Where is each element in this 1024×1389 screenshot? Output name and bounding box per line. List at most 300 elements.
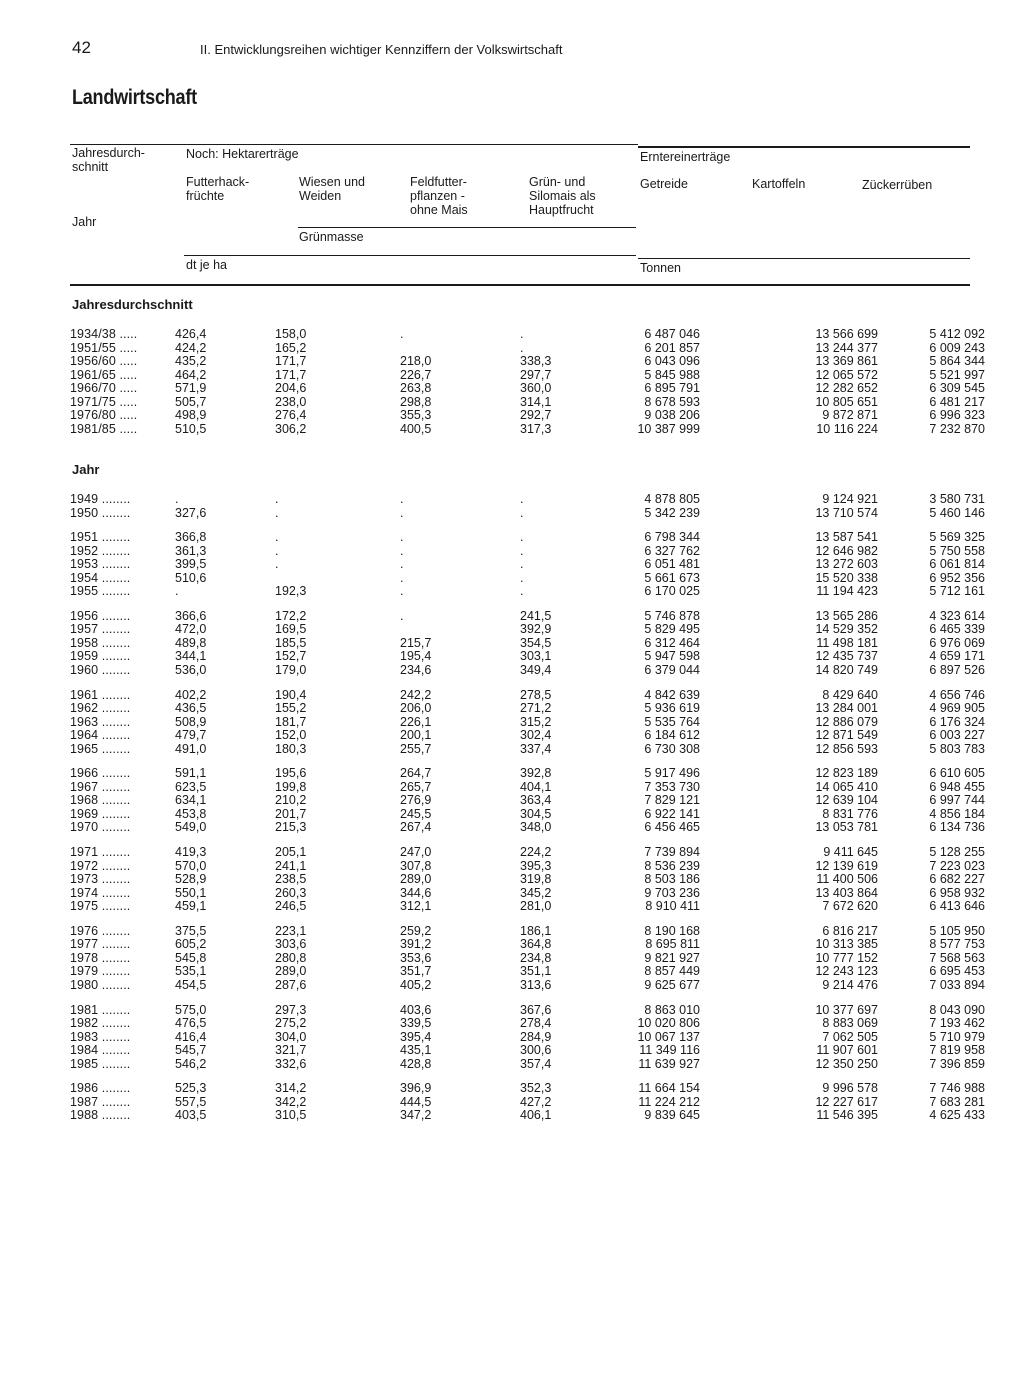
table-row: [60, 1016, 985, 1031]
cell-zuckerrueben: 5 460 146: [929, 505, 985, 520]
row-label: 1954 ........: [70, 571, 131, 585]
cell-gruen-silomais: 317,3: [520, 421, 552, 436]
cell-feldfutterpflanzen: 234,6: [400, 663, 432, 678]
cell-wiesen-weiden: 185,5: [275, 635, 307, 650]
cell-getreide: 8 863 010: [644, 1002, 700, 1017]
row-label: 1960 ........: [70, 664, 131, 678]
table-row: [60, 701, 985, 716]
cell-wiesen-weiden: 201,7: [275, 806, 307, 821]
cell-gruen-silomais: 395,3: [520, 858, 552, 873]
cell-futterhackfruechte: 570,0: [175, 858, 207, 873]
cell-zuckerrueben: 6 003 227: [929, 728, 985, 743]
cell-getreide: 7 353 730: [644, 779, 700, 794]
table-row: [60, 937, 985, 952]
row-label: 1966 ........: [70, 767, 131, 781]
cell-getreide: 8 695 811: [645, 937, 700, 952]
header-year-label: Jahr: [72, 215, 97, 229]
cell-kartoffeln: 13 244 377: [815, 340, 878, 355]
header-top-rule-right: [638, 146, 970, 148]
cell-feldfutterpflanzen: 264,7: [400, 766, 432, 781]
cell-futterhackfruechte: 623,5: [175, 779, 207, 794]
cell-futterhackfruechte: 476,5: [175, 1016, 207, 1031]
table-row: [60, 1081, 985, 1096]
table-row: [60, 530, 985, 545]
table-row: [60, 557, 985, 572]
cell-feldfutterpflanzen: 355,3: [400, 408, 432, 423]
cell-futterhackfruechte: 510,6: [175, 570, 207, 585]
cell-feldfutterpflanzen: .: [400, 570, 404, 585]
cell-futterhackfruechte: 550,1: [175, 885, 207, 900]
cell-getreide: 6 327 762: [644, 543, 700, 558]
durchschnitt-table: [60, 327, 985, 436]
cell-futterhackfruechte: 361,3: [175, 543, 207, 558]
cell-feldfutterpflanzen: 444,5: [400, 1094, 432, 1109]
cell-wiesen-weiden: 246,5: [275, 899, 307, 914]
cell-futterhackfruechte: 344,1: [175, 649, 207, 664]
cell-zuckerrueben: 6 465 339: [929, 622, 985, 637]
cell-gruen-silomais: .: [520, 530, 524, 545]
cell-wiesen-weiden: 241,1: [275, 858, 307, 873]
running-head: II. Entwicklungsreihen wichtiger Kennziffern der Volkswirtschaft: [200, 42, 563, 57]
cell-futterhackfruechte: 575,0: [175, 1002, 207, 1017]
cell-wiesen-weiden: 280,8: [275, 950, 307, 965]
cell-getreide: 9 703 236: [644, 885, 700, 900]
cell-feldfutterpflanzen: 339,5: [400, 1016, 432, 1031]
cell-feldfutterpflanzen: .: [400, 505, 404, 520]
cell-feldfutterpflanzen: .: [400, 492, 404, 506]
cell-futterhackfruechte: 375,5: [175, 923, 207, 938]
cell-kartoffeln: 10 377 697: [815, 1002, 878, 1017]
cell-getreide: 8 678 593: [644, 394, 700, 409]
cell-zuckerrueben: 7 223 023: [929, 858, 985, 873]
table-row: [60, 492, 985, 507]
table-row: [60, 741, 985, 757]
header-col-wiesen: Wiesen und Weiden: [299, 175, 366, 203]
header-col-futter: Futterhack- früchte: [186, 175, 250, 203]
cell-futterhackfruechte: 498,9: [175, 408, 207, 423]
cell-feldfutterpflanzen: 215,7: [400, 635, 432, 650]
row-label: 1974 ........: [70, 886, 131, 900]
row-label: 1966/70 .....: [70, 382, 138, 396]
cell-wiesen-weiden: 152,0: [275, 728, 307, 743]
row-label: 1961/65 .....: [70, 368, 138, 382]
header-unit-dt: dt je ha: [186, 258, 228, 272]
row-label: 1964 ........: [70, 729, 131, 743]
cell-kartoffeln: 8 831 776: [822, 806, 878, 821]
row-label: 1961 ........: [70, 688, 131, 702]
cell-kartoffeln: 11 546 395: [816, 1108, 878, 1123]
table-row: [60, 923, 985, 939]
cell-gruen-silomais: 392,9: [520, 622, 552, 637]
cell-kartoffeln: 9 411 645: [823, 845, 878, 860]
cell-zuckerrueben: 6 958 932: [929, 885, 985, 900]
cell-gruen-silomais: 338,3: [520, 354, 552, 369]
cell-gruen-silomais: 241,5: [520, 608, 552, 623]
row-label: 1980 ........: [70, 978, 131, 992]
cell-getreide: 5 829 495: [644, 622, 700, 637]
table-row: [60, 327, 985, 342]
cell-wiesen-weiden: 199,8: [275, 779, 307, 794]
cell-feldfutterpflanzen: 276,9: [400, 793, 432, 808]
cell-futterhackfruechte: 366,8: [175, 530, 207, 545]
row-label: 1988 ........: [70, 1109, 131, 1123]
row-label: 1965 ........: [70, 742, 131, 756]
table-row: [60, 977, 985, 993]
cell-kartoffeln: 12 227 617: [815, 1094, 878, 1109]
cell-kartoffeln: 9 996 578: [822, 1081, 878, 1096]
header-unit-rule: [184, 255, 636, 256]
cell-kartoffeln: 10 116 224: [816, 421, 878, 436]
cell-kartoffeln: 12 243 123: [815, 964, 878, 979]
cell-kartoffeln: 12 065 572: [815, 367, 878, 382]
header-col-zucker: Zückerrüben: [862, 178, 933, 192]
cell-kartoffeln: 12 856 593: [815, 741, 878, 756]
page-number: 42: [72, 38, 91, 57]
cell-wiesen-weiden: 321,7: [275, 1043, 307, 1058]
row-label: 1976 ........: [70, 924, 131, 938]
cell-futterhackfruechte: 545,8: [175, 950, 207, 965]
cell-gruen-silomais: 364,8: [520, 937, 552, 952]
cell-futterhackfruechte: 472,0: [175, 622, 207, 637]
cell-gruen-silomais: 337,4: [520, 741, 552, 756]
cell-gruen-silomais: 304,5: [520, 806, 552, 821]
cell-wiesen-weiden: 238,0: [275, 394, 307, 409]
table-row: [60, 381, 985, 396]
table-row: [60, 899, 985, 914]
table-row: [60, 354, 985, 369]
cell-gruen-silomais: .: [520, 327, 524, 341]
cell-gruen-silomais: 271,2: [520, 701, 552, 716]
cell-feldfutterpflanzen: .: [400, 327, 404, 341]
cell-feldfutterpflanzen: .: [400, 608, 404, 623]
header-col-feld: Feldfutter- pflanzen - ohne Mais: [410, 175, 468, 217]
cell-futterhackfruechte: 464,2: [175, 367, 207, 382]
table-row: [60, 964, 985, 979]
cell-kartoffeln: 12 871 549: [815, 728, 878, 743]
row-label: 1952 ........: [70, 544, 131, 558]
cell-feldfutterpflanzen: 195,4: [400, 649, 432, 664]
cell-futterhackfruechte: 491,0: [175, 741, 207, 756]
cell-feldfutterpflanzen: 200,1: [400, 728, 432, 743]
cell-feldfutterpflanzen: 353,6: [400, 950, 432, 965]
section-heading-durchschnitt: Jahresdurchschnitt: [72, 297, 193, 312]
cell-kartoffeln: 10 777 152: [815, 950, 878, 965]
cell-gruen-silomais: 278,5: [520, 687, 552, 702]
cell-feldfutterpflanzen: 347,2: [400, 1108, 432, 1123]
cell-wiesen-weiden: .: [275, 530, 279, 545]
cell-wiesen-weiden: 303,6: [275, 937, 307, 952]
cell-zuckerrueben: 6 413 646: [929, 899, 985, 914]
cell-kartoffeln: 11 498 181: [816, 635, 878, 650]
cell-gruen-silomais: 404,1: [520, 779, 552, 794]
cell-wiesen-weiden: 314,2: [275, 1081, 307, 1096]
cell-zuckerrueben: 6 009 243: [929, 340, 985, 355]
cell-futterhackfruechte: 634,1: [175, 793, 207, 808]
cell-zuckerrueben: 5 521 997: [929, 367, 985, 382]
table-row: [60, 766, 985, 781]
cell-zuckerrueben: 5 569 325: [929, 530, 985, 545]
table-row: [60, 687, 985, 703]
cell-futterhackfruechte: 549,0: [175, 820, 207, 835]
table-row: [60, 367, 985, 383]
table-row: [60, 622, 985, 637]
cell-zuckerrueben: 5 412 092: [929, 327, 985, 341]
cell-getreide: 5 917 496: [644, 766, 700, 781]
table-row: [60, 872, 985, 887]
cell-futterhackfruechte: 571,9: [175, 381, 207, 396]
row-label: 1976/80 .....: [70, 409, 138, 423]
cell-getreide: 11 224 212: [638, 1094, 700, 1109]
cell-wiesen-weiden: .: [275, 557, 279, 572]
cell-getreide: 5 746 878: [644, 608, 700, 623]
header-group-hektar: Noch: Hektarerträge: [186, 147, 299, 161]
cell-gruen-silomais: 302,4: [520, 728, 552, 743]
cell-kartoffeln: 9 872 871: [822, 408, 878, 423]
cell-zuckerrueben: 5 105 950: [929, 923, 985, 938]
header-top-rule-left: [70, 144, 638, 145]
cell-gruen-silomais: 281,0: [520, 899, 552, 914]
cell-zuckerrueben: 5 712 161: [929, 584, 985, 599]
table-row: [60, 1056, 985, 1072]
cell-kartoffeln: 13 284 001: [815, 701, 878, 716]
row-label: 1959 ........: [70, 650, 131, 664]
cell-feldfutterpflanzen: .: [400, 557, 404, 572]
cell-getreide: 9 821 927: [644, 950, 700, 965]
cell-feldfutterpflanzen: 312,1: [400, 899, 432, 914]
cell-feldfutterpflanzen: 403,6: [400, 1002, 432, 1017]
cell-zuckerrueben: 8 577 753: [929, 937, 985, 952]
cell-getreide: 9 038 206: [644, 408, 700, 423]
cell-zuckerrueben: 6 997 744: [929, 793, 985, 808]
cell-gruen-silomais: 314,1: [520, 394, 552, 409]
cell-wiesen-weiden: 238,5: [275, 872, 307, 887]
header-group-ernte: Erntereinerträge: [640, 150, 731, 164]
row-label: 1967 ........: [70, 780, 131, 794]
cell-feldfutterpflanzen: 435,1: [400, 1043, 432, 1058]
row-label: 1953 ........: [70, 558, 131, 572]
cell-futterhackfruechte: 591,1: [175, 766, 207, 781]
cell-gruen-silomais: 348,0: [520, 820, 552, 835]
table-row: [60, 806, 985, 822]
row-label: 1972 ........: [70, 859, 131, 873]
cell-feldfutterpflanzen: 307,8: [400, 858, 432, 873]
cell-gruen-silomais: .: [520, 505, 524, 520]
cell-feldfutterpflanzen: 226,1: [400, 714, 432, 729]
cell-getreide: 4 878 805: [644, 492, 700, 506]
cell-gruen-silomais: 349,4: [520, 663, 552, 678]
cell-gruen-silomais: 351,1: [520, 964, 552, 979]
cell-futterhackfruechte: 426,4: [175, 327, 207, 341]
cell-wiesen-weiden: 276,4: [275, 408, 307, 423]
cell-gruen-silomais: .: [520, 557, 524, 572]
cell-wiesen-weiden: 275,2: [275, 1016, 307, 1031]
cell-gruen-silomais: 224,2: [520, 845, 552, 860]
cell-zuckerrueben: 4 656 746: [929, 687, 985, 702]
cell-getreide: 5 661 673: [644, 570, 700, 585]
cell-zuckerrueben: 7 232 870: [929, 421, 985, 436]
row-label: 1963 ........: [70, 715, 131, 729]
cell-zuckerrueben: 6 976 069: [929, 635, 985, 650]
cell-getreide: 9 839 645: [644, 1108, 700, 1123]
cell-gruen-silomais: 234,8: [520, 950, 552, 965]
cell-kartoffeln: 14 065 410: [815, 779, 878, 794]
page-title: Landwirtschaft: [72, 86, 197, 109]
cell-kartoffeln: 15 520 338: [815, 570, 878, 585]
cell-zuckerrueben: 6 897 526: [929, 663, 985, 678]
cell-kartoffeln: 13 710 574: [815, 505, 878, 520]
cell-wiesen-weiden: .: [275, 492, 279, 506]
cell-getreide: 6 170 025: [644, 584, 700, 599]
cell-getreide: 8 536 239: [644, 858, 700, 873]
row-label: 1971/75 .....: [70, 395, 138, 409]
cell-wiesen-weiden: 192,3: [275, 584, 307, 599]
table-row: [60, 858, 985, 874]
cell-kartoffeln: 12 823 189: [815, 766, 878, 781]
cell-wiesen-weiden: 210,2: [275, 793, 307, 808]
cell-getreide: 6 201 857: [644, 340, 700, 355]
cell-gruen-silomais: 292,7: [520, 408, 552, 423]
cell-gruen-silomais: .: [520, 584, 524, 599]
cell-zuckerrueben: 4 625 433: [929, 1108, 985, 1123]
cell-feldfutterpflanzen: 226,7: [400, 367, 432, 382]
cell-kartoffeln: 8 883 069: [822, 1016, 878, 1031]
cell-getreide: 11 664 154: [638, 1081, 700, 1096]
row-label: 1985 ........: [70, 1057, 131, 1071]
cell-getreide: 9 625 677: [644, 977, 700, 992]
cell-zuckerrueben: 4 969 905: [929, 701, 985, 716]
cell-gruen-silomais: 352,3: [520, 1081, 552, 1096]
row-label: 1958 ........: [70, 636, 131, 650]
cell-feldfutterpflanzen: 391,2: [400, 937, 432, 952]
cell-feldfutterpflanzen: 218,0: [400, 354, 432, 369]
cell-zuckerrueben: 6 481 217: [929, 394, 985, 409]
cell-feldfutterpflanzen: 298,8: [400, 394, 432, 409]
cell-futterhackfruechte: 528,9: [175, 872, 207, 887]
table-row: [60, 820, 985, 835]
cell-gruen-silomais: 313,6: [520, 977, 552, 992]
cell-feldfutterpflanzen: 400,5: [400, 421, 432, 436]
header-bottom-rule: [70, 284, 970, 286]
cell-gruen-silomais: 300,6: [520, 1043, 552, 1058]
cell-getreide: 6 487 046: [644, 327, 700, 341]
cell-zuckerrueben: 4 659 171: [929, 649, 985, 664]
cell-wiesen-weiden: 158,0: [275, 327, 307, 341]
cell-feldfutterpflanzen: 267,4: [400, 820, 432, 835]
cell-wiesen-weiden: 297,3: [275, 1002, 307, 1017]
cell-zuckerrueben: 7 033 894: [929, 977, 985, 992]
cell-zuckerrueben: 6 061 814: [929, 557, 985, 572]
cell-wiesen-weiden: 190,4: [275, 687, 307, 702]
row-label: 1957 ........: [70, 623, 131, 637]
cell-wiesen-weiden: .: [275, 505, 279, 520]
cell-getreide: 8 910 411: [645, 899, 700, 914]
cell-kartoffeln: 13 053 781: [815, 820, 878, 835]
cell-kartoffeln: 7 062 505: [822, 1029, 878, 1044]
cell-feldfutterpflanzen: .: [400, 584, 404, 599]
table-row: [60, 408, 985, 423]
cell-zuckerrueben: 6 176 324: [929, 714, 985, 729]
cell-kartoffeln: 12 435 737: [815, 649, 878, 664]
cell-wiesen-weiden: 310,5: [275, 1108, 307, 1123]
cell-feldfutterpflanzen: 263,8: [400, 381, 432, 396]
jahr-table: [60, 492, 985, 1123]
cell-kartoffeln: 12 139 619: [815, 858, 878, 873]
cell-gruen-silomais: 297,7: [520, 367, 552, 382]
cell-feldfutterpflanzen: 245,5: [400, 806, 432, 821]
cell-zuckerrueben: 7 746 988: [929, 1081, 985, 1096]
header-col-getreide: Getreide: [640, 177, 688, 191]
row-label: 1975 ........: [70, 900, 131, 914]
cell-feldfutterpflanzen: .: [400, 530, 404, 545]
cell-kartoffeln: 12 646 982: [815, 543, 878, 558]
cell-getreide: 8 190 168: [644, 923, 700, 938]
cell-wiesen-weiden: 205,1: [275, 845, 307, 860]
cell-gruen-silomais: 360,0: [520, 381, 552, 396]
cell-zuckerrueben: 5 750 558: [929, 543, 985, 558]
cell-feldfutterpflanzen: 247,0: [400, 845, 432, 860]
cell-getreide: 4 842 639: [644, 687, 700, 702]
cell-getreide: 7 739 894: [644, 845, 700, 860]
cell-kartoffeln: 12 639 104: [815, 793, 878, 808]
cell-getreide: 6 895 791: [644, 381, 700, 396]
cell-wiesen-weiden: 304,0: [275, 1029, 307, 1044]
cell-kartoffeln: 12 886 079: [815, 714, 878, 729]
cell-kartoffeln: 13 403 864: [815, 885, 878, 900]
cell-futterhackfruechte: 535,1: [175, 964, 207, 979]
cell-getreide: 11 639 927: [638, 1056, 700, 1071]
cell-getreide: 5 936 619: [644, 701, 700, 716]
table-row: [60, 394, 985, 410]
row-label: 1956/60 .....: [70, 355, 138, 369]
cell-futterhackfruechte: 454,5: [175, 977, 207, 992]
cell-getreide: 6 379 044: [644, 663, 700, 678]
cell-zuckerrueben: 6 682 227: [929, 872, 985, 887]
cell-zuckerrueben: 7 568 563: [929, 950, 985, 965]
cell-kartoffeln: 13 369 861: [815, 354, 878, 369]
table-row: [60, 845, 985, 860]
cell-gruen-silomais: 186,1: [520, 923, 552, 938]
cell-feldfutterpflanzen: 344,6: [400, 885, 432, 900]
cell-feldfutterpflanzen: 289,0: [400, 872, 432, 887]
cell-zuckerrueben: 6 952 356: [929, 570, 985, 585]
cell-wiesen-weiden: 204,6: [275, 381, 307, 396]
table-row: [60, 714, 985, 730]
cell-futterhackfruechte: 399,5: [175, 557, 207, 572]
cell-getreide: 7 829 121: [644, 793, 700, 808]
cell-wiesen-weiden: 342,2: [275, 1094, 307, 1109]
cell-getreide: 6 184 612: [644, 728, 700, 743]
cell-kartoffeln: 13 272 603: [815, 557, 878, 572]
table-row: [60, 779, 985, 795]
cell-kartoffeln: 7 672 620: [822, 899, 878, 914]
cell-gruen-silomais: 392,8: [520, 766, 552, 781]
cell-kartoffeln: 13 566 699: [815, 327, 878, 341]
cell-wiesen-weiden: 332,6: [275, 1056, 307, 1071]
cell-wiesen-weiden: 181,7: [275, 714, 307, 729]
row-label: 1986 ........: [70, 1082, 131, 1096]
header-col-gruen: Grün- und Silomais als Hauptfrucht: [529, 175, 596, 217]
header-period-label: Jahresdurch- schnitt: [72, 146, 145, 174]
row-label: 1951/55 .....: [70, 341, 138, 355]
cell-kartoffeln: 11 907 601: [816, 1043, 878, 1058]
cell-futterhackfruechte: 435,2: [175, 354, 207, 369]
cell-gruen-silomais: 284,9: [520, 1029, 552, 1044]
cell-gruen-silomais: 406,1: [520, 1108, 552, 1123]
cell-feldfutterpflanzen: .: [400, 543, 404, 558]
cell-getreide: 8 503 186: [644, 872, 700, 887]
cell-kartoffeln: 14 820 749: [815, 663, 878, 678]
cell-futterhackfruechte: .: [175, 584, 179, 599]
